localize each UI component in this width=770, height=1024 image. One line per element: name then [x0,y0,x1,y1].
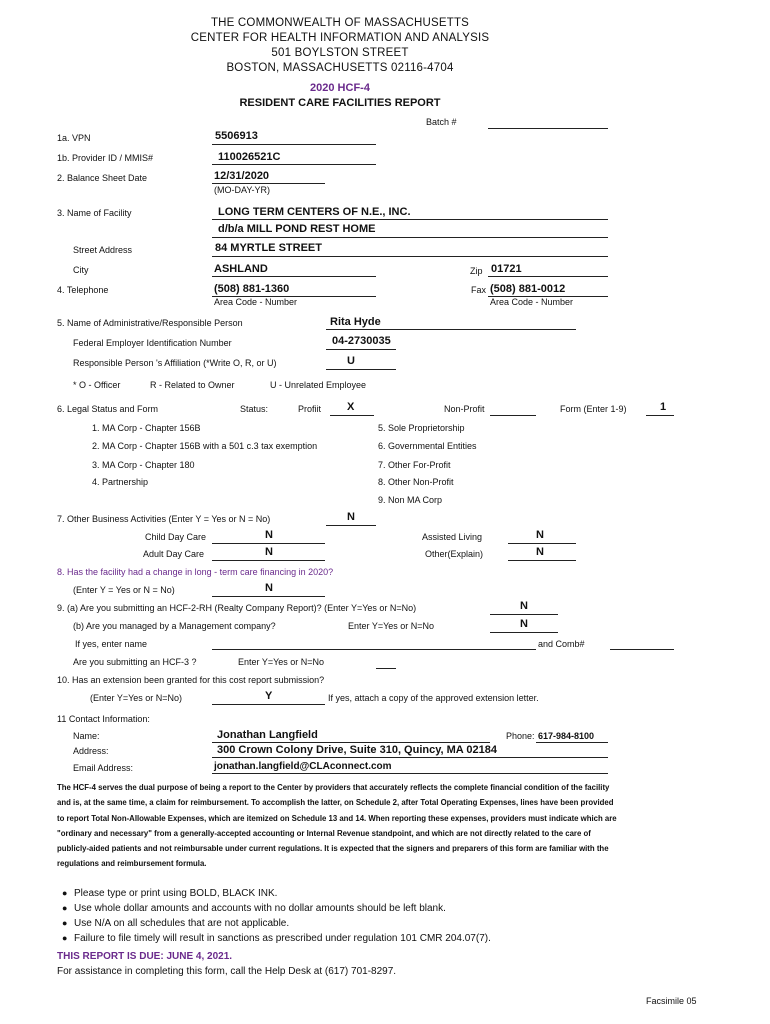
facility-underline-1 [212,219,608,220]
provider-underline [212,164,376,165]
bullet-item: ● Use N/A on all schedules that are not applicable. [62,916,491,931]
contact-phone-underline [536,742,608,743]
contact-label: 11 Contact Information: [57,714,150,724]
q8-label: 8. Has the facility had a change in long - term care financing in 2020? [57,567,334,577]
facility-label: 3. Name of Facility [57,208,132,218]
legal-option-2: 2. MA Corp - Chapter 156B with a 501 c.3 tax exemption [92,441,318,451]
contact-address-label: Address: [73,746,109,756]
q9-name-field[interactable] [212,649,536,650]
legal-label: 6. Legal Status and Form [57,404,159,414]
help-desk: For assistance in completing this form, call the Help Desk at (617) 701-8297. [57,966,397,977]
bullet-item: ● Use whole dollar amounts and accounts with no dollar amounts should be left blank. [62,901,491,916]
form-label: Form (Enter 1-9) [560,404,627,414]
q9b-enter: Enter Y=Yes or N=No [348,621,435,631]
telephone-label: 4. Telephone [57,285,109,295]
city-label: City [73,265,89,275]
q9-comb-label: and Comb# [538,639,585,649]
instructions-bullets [62,886,491,946]
key-unrelated: U - Unrelated Employee [270,380,367,390]
legal-option-5: 5. Sole Proprietorship [378,423,465,433]
header-line-2: CENTER FOR HEALTH INFORMATION AND ANALYSIS [190,32,490,44]
balance-label: 2. Balance Sheet Date [57,173,148,183]
footer-facsimile: Facsimile 05 [646,996,697,1006]
q8-enter: (Enter Y = Yes or N = No) [73,585,175,595]
adult-care-underline [212,560,325,561]
city-underline [212,276,376,277]
contact-address-underline [212,757,608,758]
status-label: Status: [240,404,269,414]
assisted-living-value[interactable]: N [536,529,544,541]
profit-underline [330,415,374,416]
other-explain-underline [508,560,576,561]
hcf3-label: Are you submitting an HCF-3 ? [73,657,197,667]
q9b-label: (b) Are you managed by a Management company? [73,621,276,631]
street-underline [212,256,608,257]
legal-option-8: 8. Other Non-Profit [378,477,454,487]
q8-value[interactable]: N [265,582,273,594]
contact-name-value[interactable]: Jonathan Langfield [217,729,318,741]
fax-label: Fax [471,285,487,295]
bullet-item: ● Failure to file timely will result in sanctions as prescribed under regulation 101 CMR 204.07(7). [62,931,491,946]
child-care-label: Child Day Care [145,532,207,542]
hcf3-field[interactable] [376,668,396,669]
instructions-paragraph: The HCF-4 serves the dual purpose of being a report to the Center by providers that accurately reflects the complete financial condition of the facility and is, at the same time, a claim for reimbursement. To accomplish the latter, on Schedule 2, after Total Operating Expenses, lines have been provided to report Total Non-Allowable Expenses, which are itemized on Schedule 13 and 14. When reporting these expenses, providers must indicate which are "ordinary and necessary" from a generally-accepted accounting or Internal Revenue standpoint, and which are not directly related to the care of publicly-aided patients and not reimbursable under current regulations. It is expected that the signers and preparers of this form are familiar with the regulations and reimbursement formula. [57,783,617,869]
contact-phone-label: Phone: [506,731,535,741]
q10-value[interactable]: Y [265,690,273,702]
batch-label: Batch # [426,117,457,127]
contact-address-value[interactable]: 300 Crown Colony Drive, Suite 310, Quincy, MA 02184 [217,744,497,756]
other-business-underline [326,525,376,526]
due-date: THIS REPORT IS DUE: JUNE 4, 2021. [57,951,233,962]
legal-option-6: 6. Governmental Entities [378,441,477,451]
contact-email-underline [212,773,608,774]
header-line-1: THE COMMONWEALTH OF MASSACHUSETTS [210,17,470,29]
hcf3-enter: Enter Y=Yes or N=No [238,657,325,667]
fein-underline [326,349,396,350]
provider-label: 1b. Provider ID / MMIS# [57,153,154,163]
q9a-value[interactable]: N [520,600,528,612]
balance-value[interactable]: 12/31/2020 [214,170,270,182]
assisted-living-underline [508,543,576,544]
facility-name-2[interactable]: d/b/a MILL POND REST HOME [218,223,376,235]
q10-underline [212,704,325,705]
profit-value[interactable]: X [347,401,355,413]
fein-value[interactable]: 04-2730035 [332,335,391,347]
q8-underline [212,596,325,597]
q10-note: If yes, attach a copy of the approved extension letter. [328,693,539,703]
adult-care-value[interactable]: N [265,546,273,558]
fax-sub: Area Code - Number [490,297,574,307]
header-line-3: 501 BOYLSTON STREET [271,47,409,59]
q9b-underline [490,632,558,633]
q10-enter: (Enter Y=Yes or N=No) [90,693,183,703]
street-label: Street Address [73,245,133,255]
facility-name-1[interactable]: LONG TERM CENTERS OF N.E., INC. [218,206,411,218]
telephone-sub: Area Code - Number [214,297,298,307]
q9a-label: 9. (a) Are you submitting an HCF-2-RH (Realty Company Report)? (Enter Y=Yes or N=No) [57,603,417,613]
form-value[interactable]: 1 [660,401,667,413]
affiliation-value[interactable]: U [347,355,355,367]
zip-label: Zip [470,266,483,276]
fein-label: Federal Employer Identification Number [73,338,232,348]
assisted-living-label: Assisted Living [422,532,483,542]
contact-name-label: Name: [73,731,100,741]
legal-option-7: 7. Other For-Profit [378,460,451,470]
other-explain-value[interactable]: N [536,546,544,558]
legal-option-4: 4. Partnership [92,477,149,487]
other-explain-label: Other(Explain) [425,549,484,559]
batch-field[interactable] [488,128,608,129]
q9a-underline [490,614,558,615]
key-officer: * O - Officer [73,380,121,390]
q9-ifyes-label: If yes, enter name [75,639,148,649]
q10-label: 10. Has an extension been granted for this cost report submission? [57,675,325,685]
key-related: R - Related to Owner [150,380,235,390]
zip-value[interactable]: 01721 [491,263,522,275]
provider-value[interactable]: 110026521C [218,151,281,163]
header-line-4: BOSTON, MASSACHUSETTS 02116-4704 [226,62,454,74]
balance-underline [212,183,325,184]
other-business-label: 7. Other Business Activities (Enter Y = Yes or N = No) [57,514,271,524]
responsible-underline [326,329,576,330]
bullet-item: ● Please type or print using BOLD, BLACK INK. [62,886,491,901]
telephone-value[interactable]: (508) 881-1360 [214,283,290,295]
contact-phone-value[interactable]: 617-984-8100 [538,731,595,741]
nonprofit-field[interactable] [490,415,536,416]
responsible-label: 5. Name of Administrative/Responsible Person [57,318,243,328]
balance-format: (MO-DAY-YR) [214,185,270,195]
other-business-value[interactable]: N [347,511,355,523]
street-value[interactable]: 84 MYRTLE STREET [215,242,322,254]
facility-underline-2 [212,237,608,238]
contact-email-value[interactable]: jonathan.langfield@CLAconnect.com [214,761,392,772]
contact-name-underline [212,742,490,743]
form-underline [646,415,674,416]
legal-option-1: 1. MA Corp - Chapter 156B [92,423,201,433]
affiliation-label: Responsible Person 's Affiliation (*Write O, R, or U) [73,358,277,368]
contact-email-label: Email Address: [73,763,134,773]
vpn-label: 1a. VPN [57,133,91,143]
child-care-underline [212,543,325,544]
vpn-underline [212,144,376,145]
fax-value[interactable]: (508) 881-0012 [490,283,566,295]
affiliation-underline [326,369,396,370]
adult-care-label: Adult Day Care [143,549,205,559]
legal-option-3: 3. MA Corp - Chapter 180 [92,460,195,470]
child-care-value[interactable]: N [265,529,273,541]
nonprofit-label: Non-Profit [444,404,485,414]
responsible-value[interactable]: Rita Hyde [330,316,381,328]
q9b-value[interactable]: N [520,618,528,630]
vpn-value[interactable]: 5506913 [215,130,258,142]
legal-option-9: 9. Non MA Corp [378,495,443,505]
profit-label: Profiit [298,404,322,414]
report-title: RESIDENT CARE FACILITIES REPORT [239,97,441,109]
q9-comb-field[interactable] [610,649,674,650]
city-value[interactable]: ASHLAND [214,263,268,275]
form-year: 2020 HCF-4 [310,82,370,94]
zip-underline [488,276,608,277]
